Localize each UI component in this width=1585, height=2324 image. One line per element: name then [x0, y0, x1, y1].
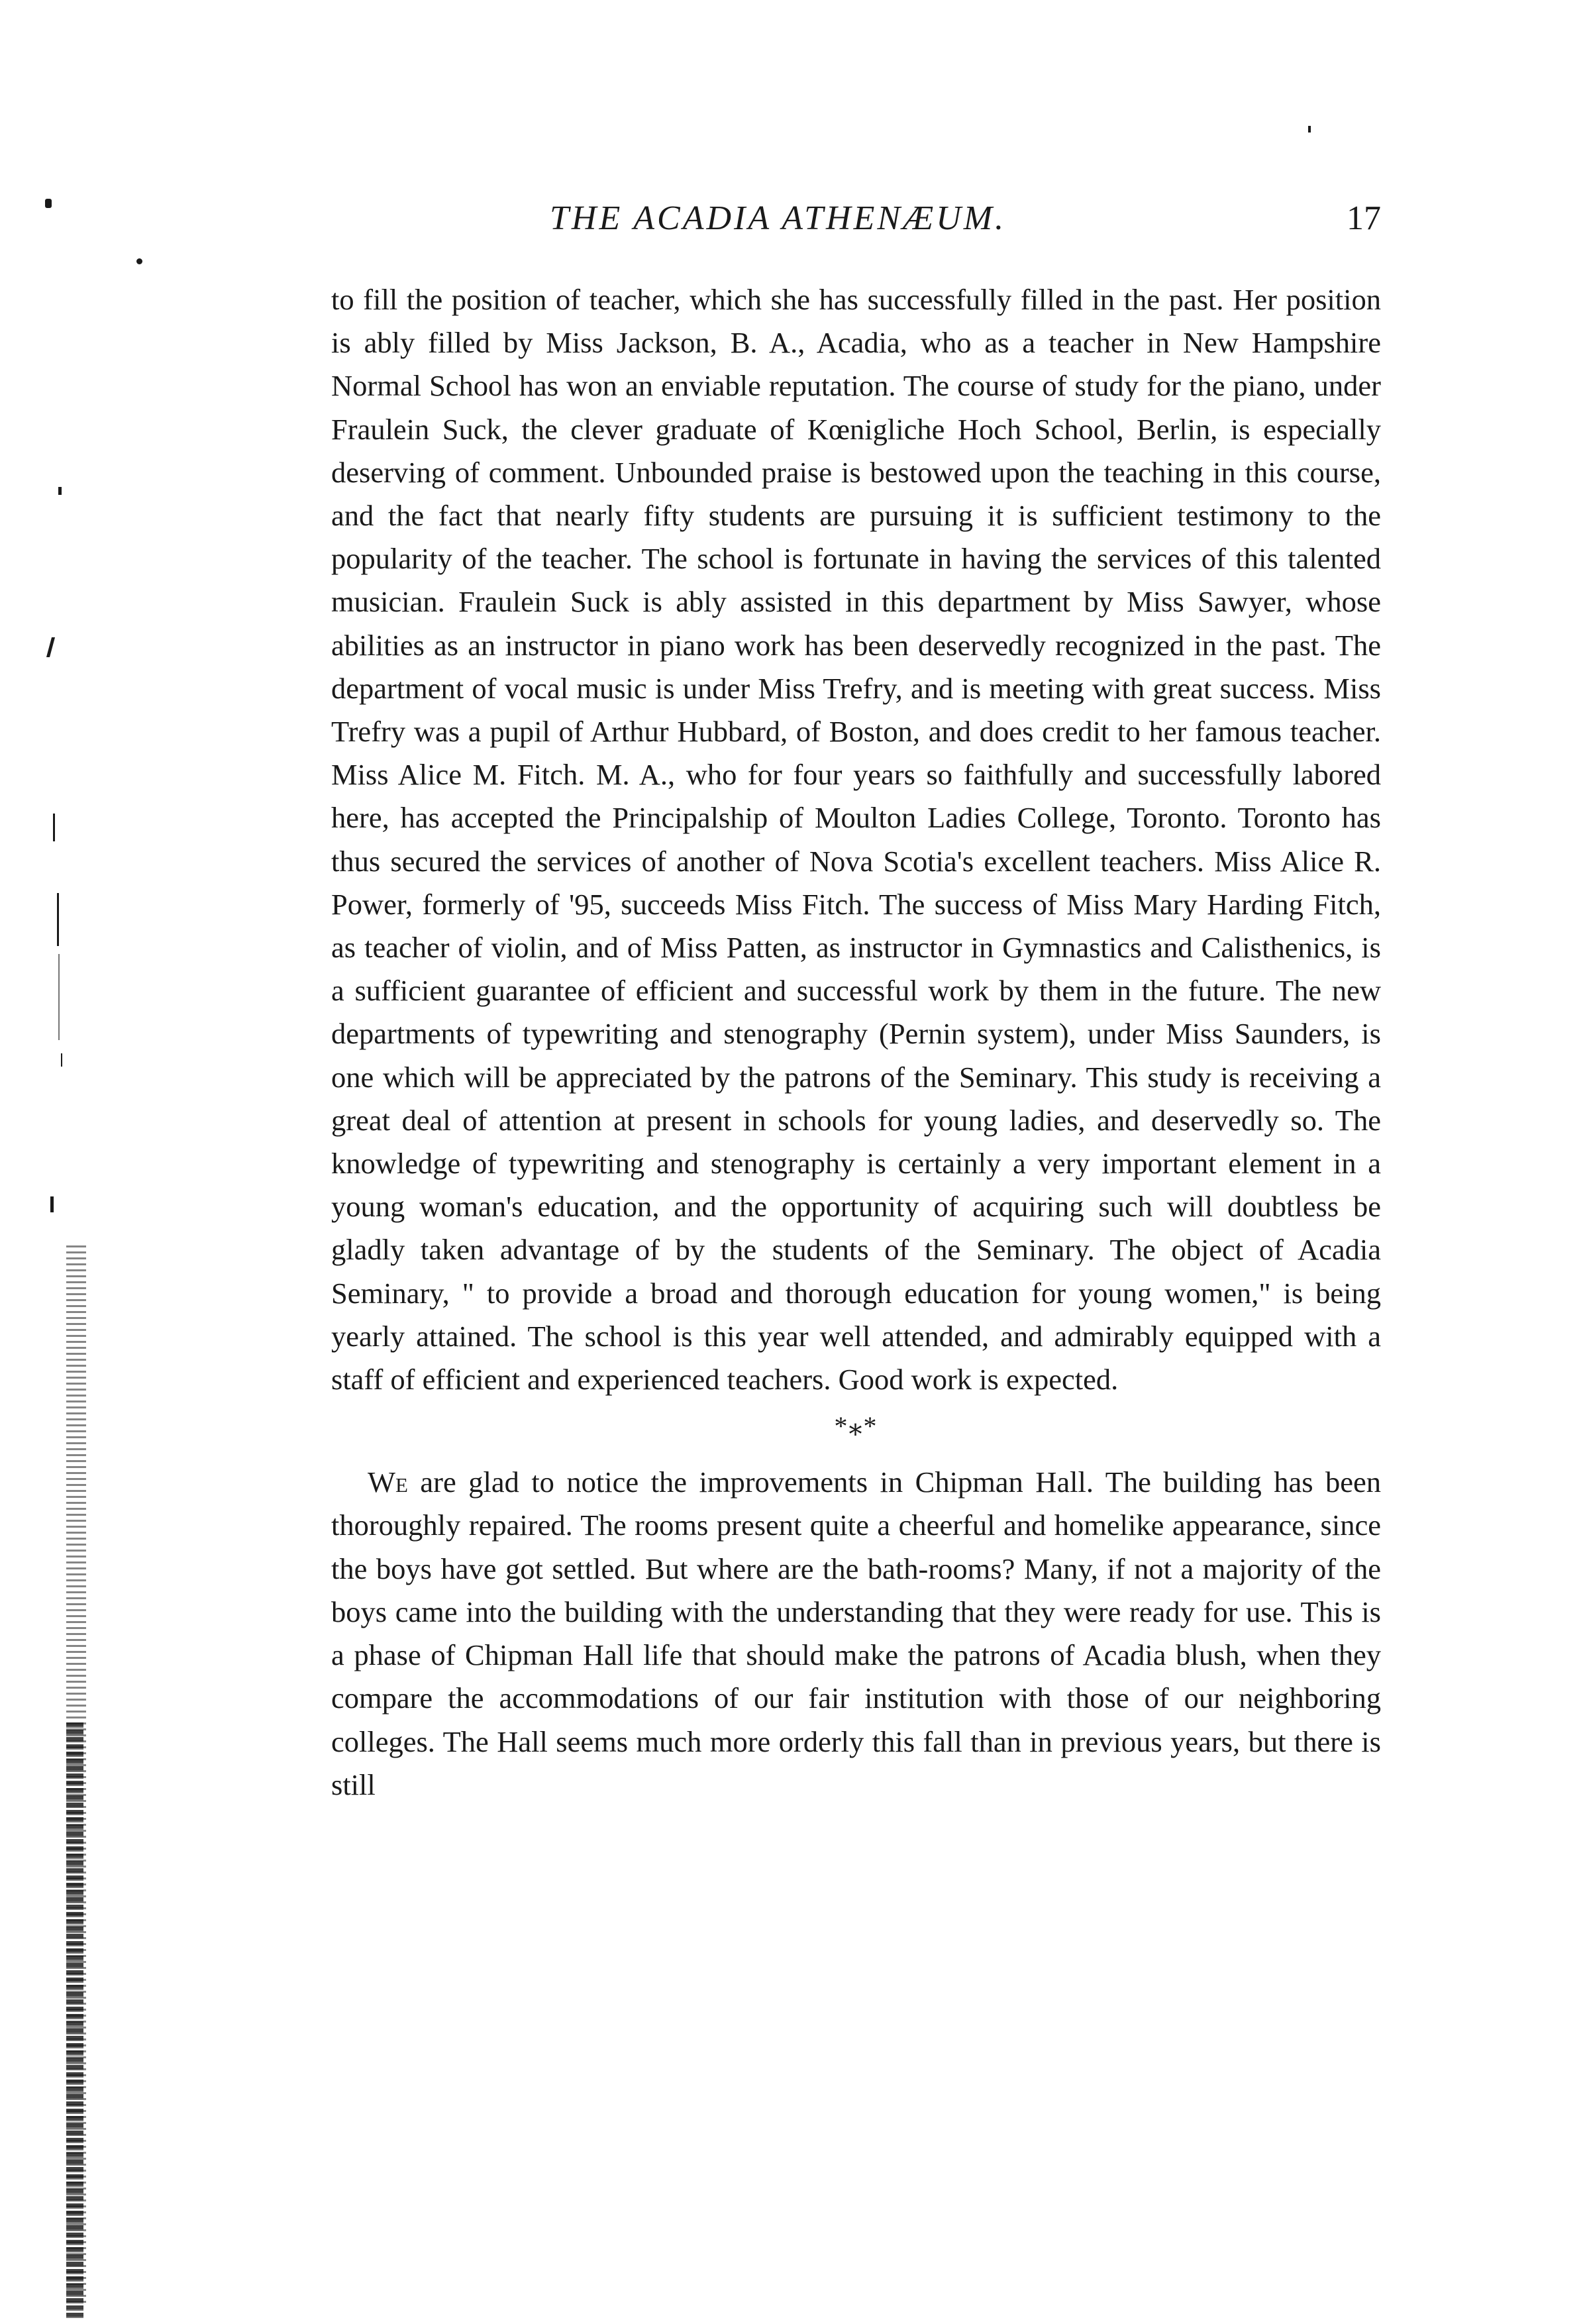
page-number: 17 — [1347, 199, 1381, 237]
paragraph-seminary-staff: to fill the position of teacher, which she has successfully filled in the past. Her position is ably filled by Miss Jackson, B. A., Acadia, who as a teacher in New Hampshire Normal School has won an enviable reputation. The course of study for the piano, under Fraulein Suck, the clever graduate of Kœnigliche Hoch School, Berlin, is especially deserving of comment. Unbounded praise is bestowed upon the teaching in this course, and the fact that nearly fifty students are pursuing it is sufficient testimony to the popularity of the teacher. The school is fortunate in having the services of this talented musician. Fraulein Suck is ably assisted in this department by Miss Sawyer, whose abilities as an instructor in piano work has been deservedly recognized in the past. The department of vocal music is under Miss Trefry, and is meeting with great success. Miss Trefry was a pupil of Arthur Hubbard, of Boston, and does credit to her famous teacher. Miss Alice M. Fitch. M. A., who for four years so faithfully and successfully labored here, has accepted the Principalship of Moulton Ladies College, Toronto. Toronto has thus secured the services of another of Nova Scotia's excellent teachers. Miss Alice R. Power, formerly of '95, succeeds Miss Fitch. The success of Miss Mary Harding Fitch, as teacher of violin, and of Miss Patten, as instructor in Gymnastics and Calisthenics, is a sufficient guarantee of efficient and successful work by them in the future. The new departments of typewriting and stenography (Pernin system), under Miss Saunders, is one which will be appreciated by the patrons of the Seminary. This study is receiving a great deal of attention at present in schools for young ladies, and deservedly so. The knowledge of typewriting and stenography is certainly a very important element in a young woman's education, and the opportunity of acquiring such will doubtless be gladly taken advantage of by the students of the Seminary. The object of Acadia Seminary, " to provide a broad and thorough education for young women," is being yearly attained. The school is this year well attended, and admirably equipped with a staff of efficient and experienced teachers. Good work is expected. — [331, 283, 1381, 1397]
section-divider — [331, 1401, 1381, 1461]
margin-speck — [50, 1196, 54, 1212]
margin-speck — [57, 893, 59, 946]
margin-speck — [58, 954, 60, 1040]
journal-title: THE ACADIA ATHENÆUM. — [550, 199, 1007, 237]
margin-speck — [45, 199, 52, 208]
running-header — [331, 199, 1381, 252]
margin-speck — [53, 814, 55, 841]
binding-edge-shadow — [66, 1722, 83, 2319]
margin-speck — [136, 258, 142, 264]
asterism: *⁎* — [834, 1411, 878, 1442]
margin-speck — [61, 1053, 62, 1067]
paragraph-lead-word: We — [368, 1465, 408, 1499]
margin-speck — [1308, 126, 1311, 132]
article-text — [331, 278, 1381, 1807]
margin-speck — [46, 637, 55, 657]
paragraph-body-text: are glad to notice the improvements in Chipman Hall. The building has been thoroughly repaired. The rooms present quite a cheerful and homelike appearance, since the boys have got settled. But where are the bath-rooms? Many, if not a majority of the boys came into the building with the understanding that they were ready for use. This is a phase of Chipman Hall life that should make the patrons of Acadia blush, when they compare the accommodations of our fair institution with those of our neighboring colleges. The Hall seems much more orderly this fall than in previous years, but there is still — [331, 1465, 1381, 1801]
margin-speck — [58, 487, 62, 495]
paragraph-chipman-hall — [331, 1461, 1381, 1807]
